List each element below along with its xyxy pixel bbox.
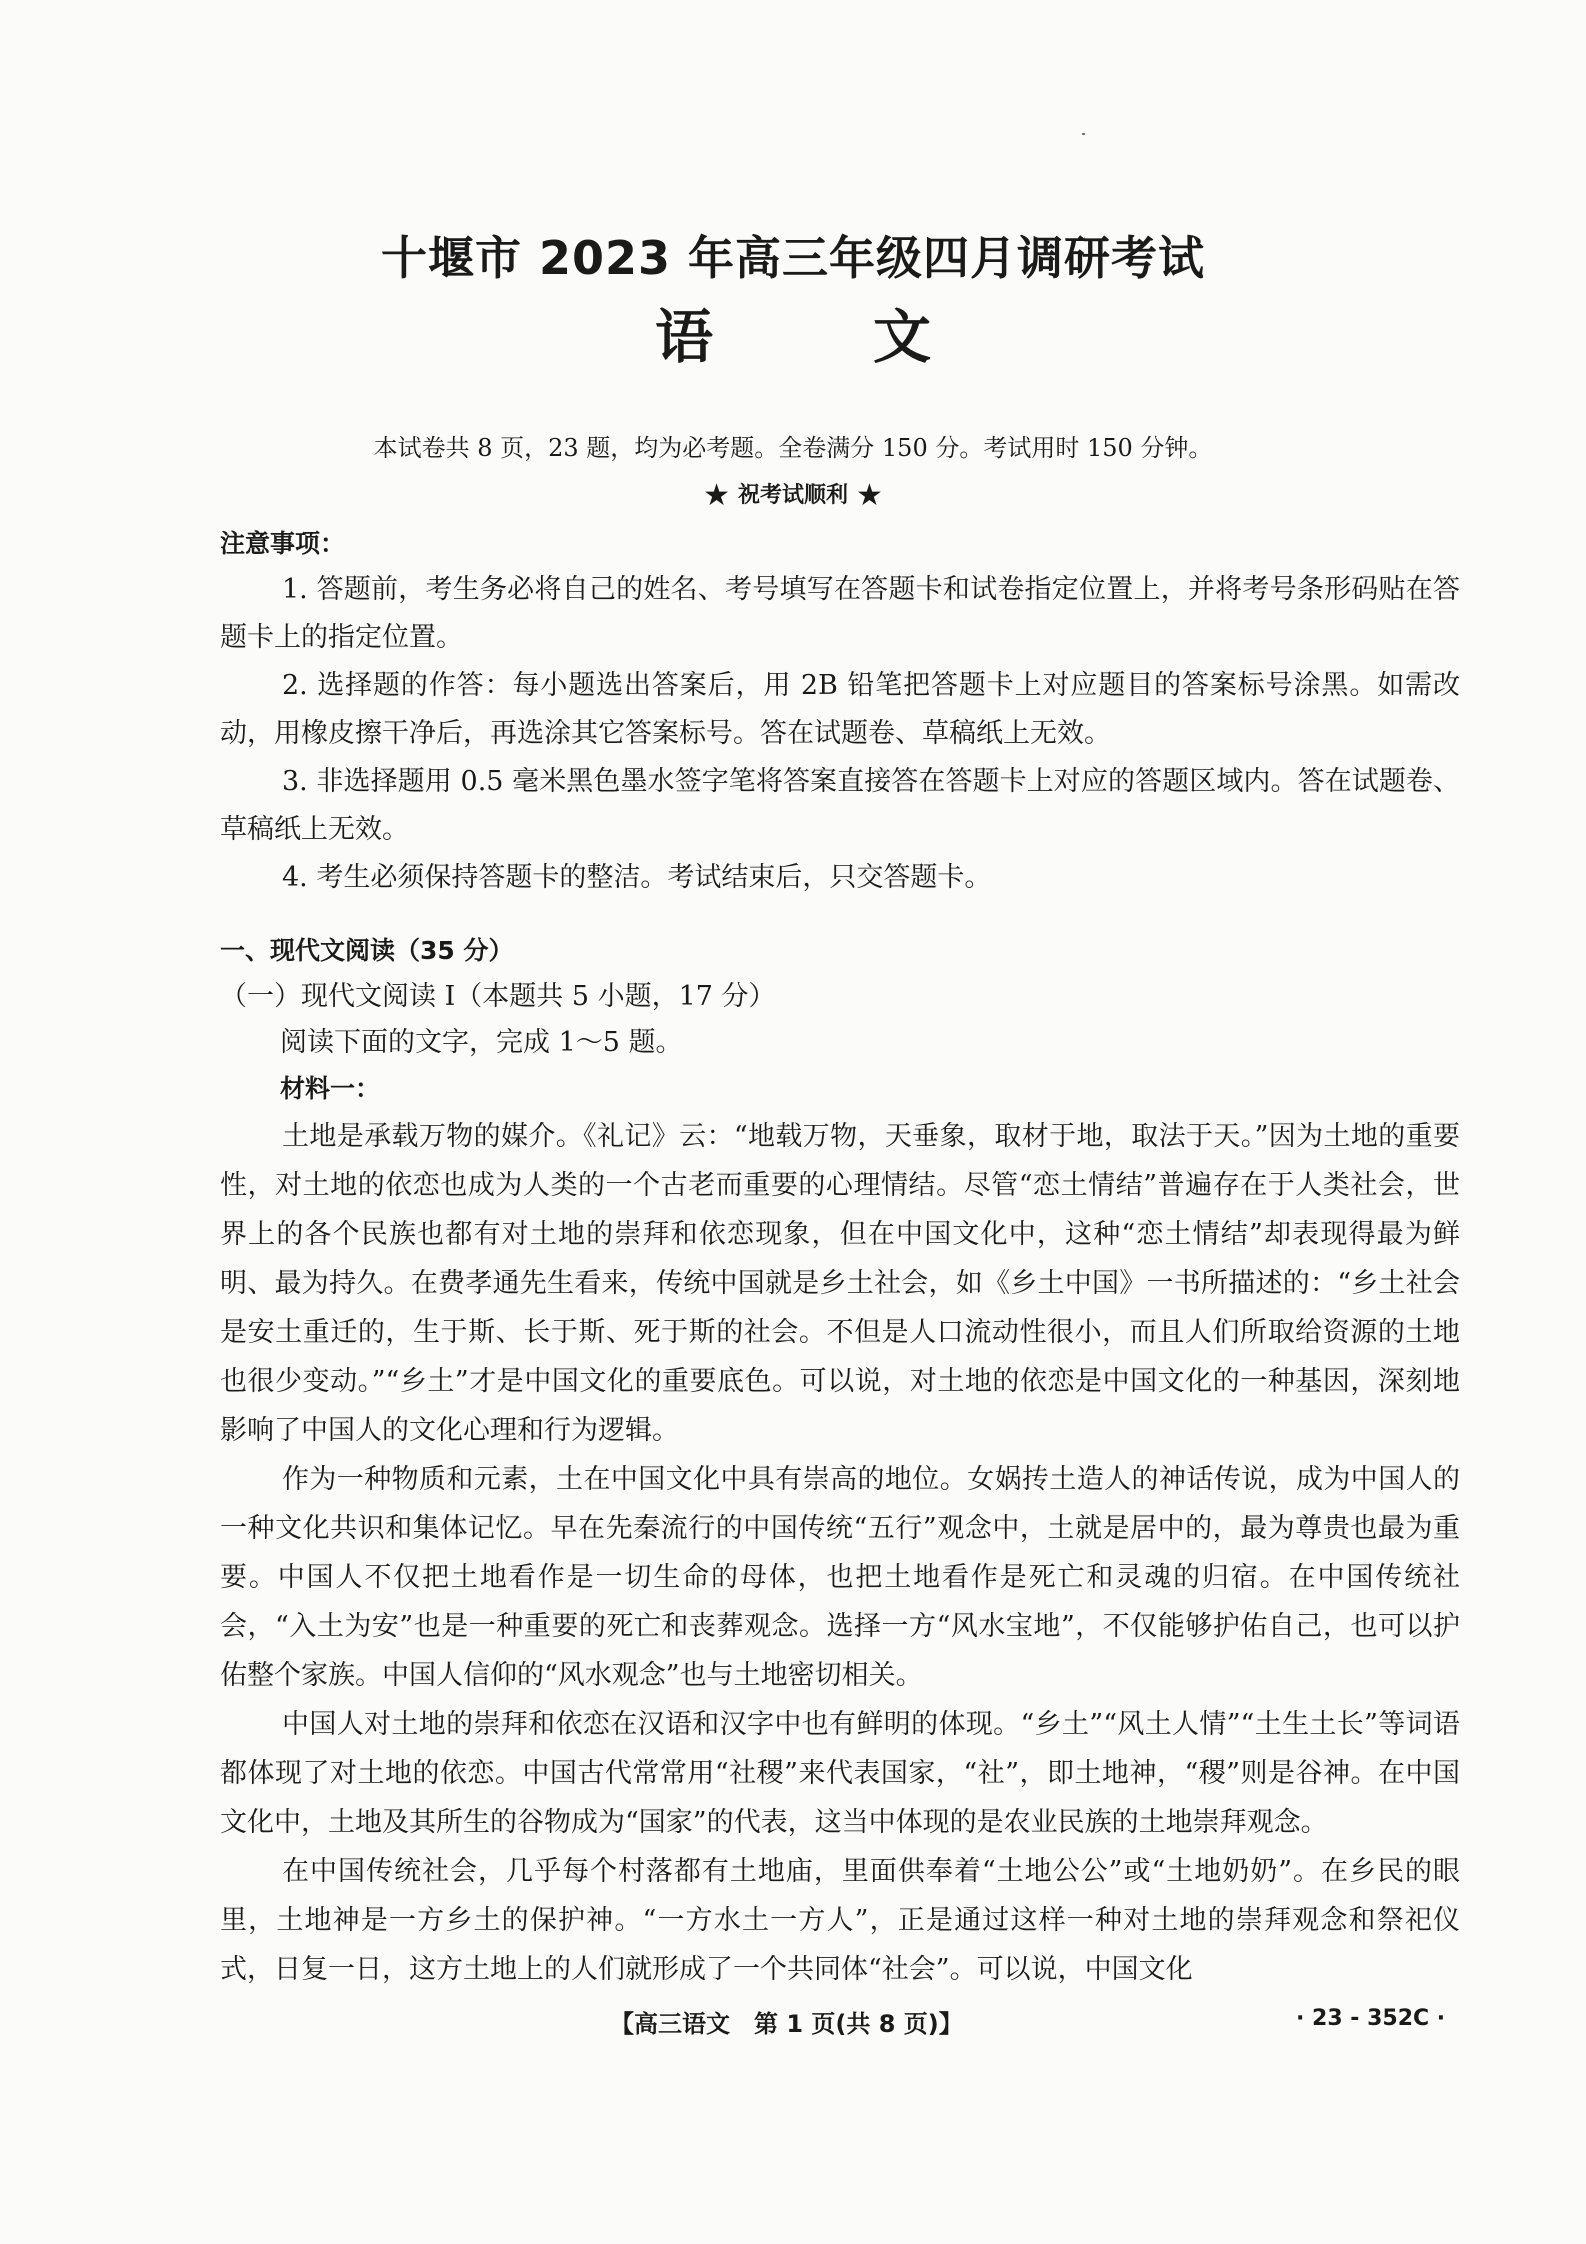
note-item: 1. 答题前，考生务必将自己的姓名、考号填写在答题卡和试卷指定位置上，并将考号条形码贴在答题卡上的指定位置。 <box>220 574 1460 653</box>
good-luck-banner <box>0 478 1586 513</box>
main-content <box>220 522 1460 1994</box>
passage-paragraph: 作为一种物质和元素，土在中国文化中具有崇高的地位。女娲抟土造人的神话传说，成为中国人的一种文化共识和集体记忆。早在先秦流行的中国传统“五行”观念中，土就是居中的，最为尊贵也最为重要。中国人不仅把土地看作是一切生命的母体，也把土地看作是死亡和灵魂的归宿。在中国传统社会，“入土为安”也是一种重要的死亡和丧葬观念。选择一方“风水宝地”，不仅能够护佑自己，也可以护佑整个家族。中国人信仰的“风水观念”也与土地密切相关。 <box>220 1464 1460 1691</box>
passage-paragraph: 在中国传统社会，几乎每个村落都有土地庙，里面供奉着“土地公公”或“土地奶奶”。在乡民的眼里，土地神是一方乡土的保护神。“一方水土一方人”，正是通过这样一种对土地的崇拜观念和祭祀仪式，日复一日，这方土地上的人们就形成了一个共同体“社会”。可以说，中国文化 <box>220 1856 1460 1985</box>
subject-char-2: 文 <box>873 303 932 371</box>
passage-paragraph: 土地是承载万物的媒介。《礼记》云：“地载万物，天垂象，取材于地，取法于天。”因为土地的重要性，对土地的依恋也成为人类的一个古老而重要的心理情结。尽管“恋土情结”普遍存在于人类社会，世界上的各个民族也都有对土地的崇拜和依恋现象，但在中国文化中，这种“恋土情结”却表现得最为鲜明、最为持久。在费孝通先生看来，传统中国就是乡土社会，如《乡土中国》一书所描述的：“乡土社会是安土重迁的，生于斯、长于斯、死于斯的社会。不但是人口流动性很小，而且人们所取给资源的土地也很少变动。”“乡土”才是中国文化的重要底色。可以说，对土地的依恋是中国文化的一种基因，深刻地影响了中国人的文化心理和行为逻辑。 <box>220 1121 1460 1446</box>
exam-title: 十堰市 2023 年高三年级四月调研考试 <box>380 231 1206 285</box>
note-item: 3. 非选择题用 0.5 毫米黑色墨水签字笔将答案直接答在答题卡上对应的答题区域内。答在试题卷、草稿纸上无效。 <box>220 766 1460 845</box>
good-luck-text: 祝考试顺利 <box>737 483 848 508</box>
passage-paragraph: 中国人对土地的崇拜和依恋在汉语和汉字中也有鲜明的体现。“乡土”“风土人情”“土生土长”等词语都体现了对土地的依恋。中国古代常常用“社稷”来代表国家，“社”，即土地神，“稷”则是谷神。在中国文化中，土地及其所生的谷物成为“国家”的代表，这当中体现的是农业民族的土地崇拜观念。 <box>220 1709 1460 1838</box>
section-subtitle: （一）现代文阅读 Ⅰ（本题共 5 小题，17 分） <box>220 981 776 1012</box>
subject-char-1: 语 <box>654 303 713 371</box>
star-icon: ★ <box>856 478 883 513</box>
reading-instruction: 阅读下面的文字，完成 1～5 题。 <box>280 1027 683 1058</box>
note-item: 4. 考生必须保持答题卡的整洁。考试结束后，只交答题卡。 <box>282 862 992 893</box>
scan-speck <box>1082 133 1085 135</box>
subject-title <box>0 290 1586 374</box>
page-footer: 【高三语文 第 1 页(共 8 页)】 <box>610 2010 963 2038</box>
exam-code: · 23 - 352C · <box>1296 2006 1446 2031</box>
section <box>220 928 1460 1994</box>
section-title: 一、现代文阅读（35 分） <box>220 936 514 965</box>
material-label: 材料一： <box>280 1074 381 1103</box>
exam-info: 本试卷共 8 页，23 题，均为必考题。全卷满分 150 分。考试用时 150 分钟。 <box>373 434 1213 462</box>
star-icon: ★ <box>703 478 730 513</box>
notes-heading: 注意事项： <box>220 529 346 558</box>
note-item: 2. 选择题的作答：每小题选出答案后，用 2B 铅笔把答题卡上对应题目的答案标号涂黑。如需改动，用橡皮擦干净后，再选涂其它答案标号。答在试题卷、草稿纸上无效。 <box>220 670 1460 749</box>
